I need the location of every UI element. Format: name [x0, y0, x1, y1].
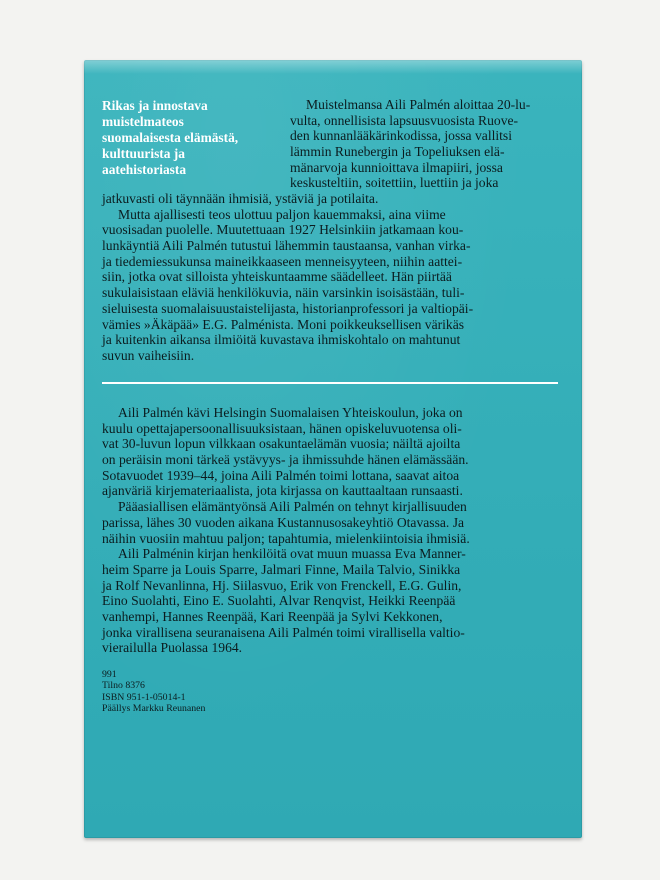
text-line: siin, jotka ovat silloista yhteiskuntaamme säädelleet. Hän piirtää [102, 269, 452, 285]
text-line: Pääasiallisen elämäntyönsä Aili Palmén on tehnyt kirjallisuuden [118, 499, 467, 515]
text-line: sukulaisistaan eläviä henkilökuvia, näin varsinkin isoisästään, tuli- [102, 285, 465, 301]
text-line: parissa, lähes 30 vuoden aikana Kustannusosakeyhtiö Otavassa. Ja [102, 514, 465, 530]
text-line: vämies »Äkäpää» E.G. Palménista. Moni poikkeuksellisen värikäs [102, 316, 465, 332]
text-line: vierailulla Puolassa 1964. [102, 640, 243, 656]
text-line: mänarvoja kunnioittava ilmapiiri, jossa [290, 159, 503, 175]
tagline-line: suomalaisesta elämästä, [102, 130, 239, 145]
cover-edge-wear [84, 60, 582, 74]
text-line: Mutta ajallisesti teos ulottuu paljon kauemmaksi, aina viime [118, 206, 446, 222]
text-line: Eino Suolahti, Eino E. Suolahti, Alvar Renqvist, Heikki Reenpää [102, 593, 456, 609]
text-line: jatkuvasti oli täynnään ihmisiä, ystäviä ja potilaita. [102, 191, 379, 206]
text-line: on peräisin moni tärkeä ystävyys- ja ihmissuhde hänen elämässään. [102, 452, 469, 468]
intro-paragraph-right-column [290, 97, 560, 191]
cover-tagline [102, 98, 292, 178]
body-paragraphs [102, 405, 560, 656]
text-line: keskusteltiin, soitettiin, luettiin ja joka [290, 175, 499, 191]
colophon [102, 669, 205, 714]
text-line: Aili Palménin kirjan henkilöitä ovat muun muassa Eva Manner- [118, 546, 466, 562]
text-line: jonka virallisena seuranaisena Aili Palmén toimi virallisella valtio- [102, 624, 465, 640]
text-line: vuosisadan puolelle. Muutettuaan 1927 Helsinkiin jatkamaan kou- [102, 222, 464, 238]
text-line: ja tiedemiessukunsa maineikkaaseen menneisyyteen, niihin aattei- [102, 253, 463, 269]
tagline-line: Rikas ja innostava [102, 98, 208, 113]
text-line: suvun vaiheisiin. [102, 347, 195, 363]
text-line: den kunnanlääkärinkodissa, jossa vallitsi [290, 128, 512, 144]
text-line: ja Rolf Nevanlinna, Hj. Siilasvuo, Erik von Frenckell, E.G. Gulin, [102, 577, 462, 593]
text-line: Sotavuodet 1939–44, joina Aili Palmén toimi lottana, saavat aitoa [102, 467, 460, 483]
text-line: sieluisesta suomalaisuustaistelijasta, historianprofessori ja valtiopäi- [102, 300, 474, 316]
text-line: vulta, onnellisista lapsuusvuosista Ruove- [290, 112, 519, 128]
text-line: vanhempi, Hannes Reenpää, Kari Reenpää ja Sylvi Kekkonen, [102, 608, 443, 624]
text-line: lunkäyntiä Aili Palmén tutustui lähemmin taustaansa, vanhan virka- [102, 238, 471, 254]
tagline-line: aatehistoriasta [102, 162, 187, 177]
intro-paragraph-full [102, 191, 560, 364]
text-line: ajanväriä kirjemateriaalista, jota kirjassa on kauttaaltaan runsaasti. [102, 483, 463, 499]
colophon-line: Tilno 8376 [102, 680, 145, 692]
colophon-line: Päällys Markku Reunanen [102, 702, 206, 714]
text-line: Aili Palmén kävi Helsingin Suomalaisen Yhteiskoulun, joka on [118, 405, 463, 420]
text-line: lämmin Runebergin ja Topeliuksen elä- [290, 144, 505, 160]
divider-rule [102, 382, 558, 384]
text-line: kuulu opettajapersoonallisuuksistaan, hänen opiskeluvuotensa oli- [102, 420, 462, 436]
colophon-line: 991 [102, 669, 117, 680]
colophon-line: ISBN 951-1-05014-1 [102, 691, 186, 703]
text-line: heim Sparre ja Louis Sparre, Jalmari Finne, Maila Talvio, Sinikka [102, 561, 461, 577]
text-line: Muistelmansa Aili Palmén aloittaa 20-lu- [306, 97, 531, 112]
tagline-line: muistelmateos [102, 114, 184, 129]
text-line: vat 30-luvun lopun vilkkaan osakuntaelämän vuosia; näiltä ajoilta [102, 436, 461, 452]
text-line: näihin vuosiin mahtuu paljon; tapahtumia, mielenkiintoisia ihmisiä. [102, 530, 470, 546]
tagline-line: kulttuurista ja [102, 146, 185, 161]
text-line: ja kuitenkin aikansa ilmiöitä kuvastava ihmiskohtalo on mahtunut [102, 332, 461, 348]
